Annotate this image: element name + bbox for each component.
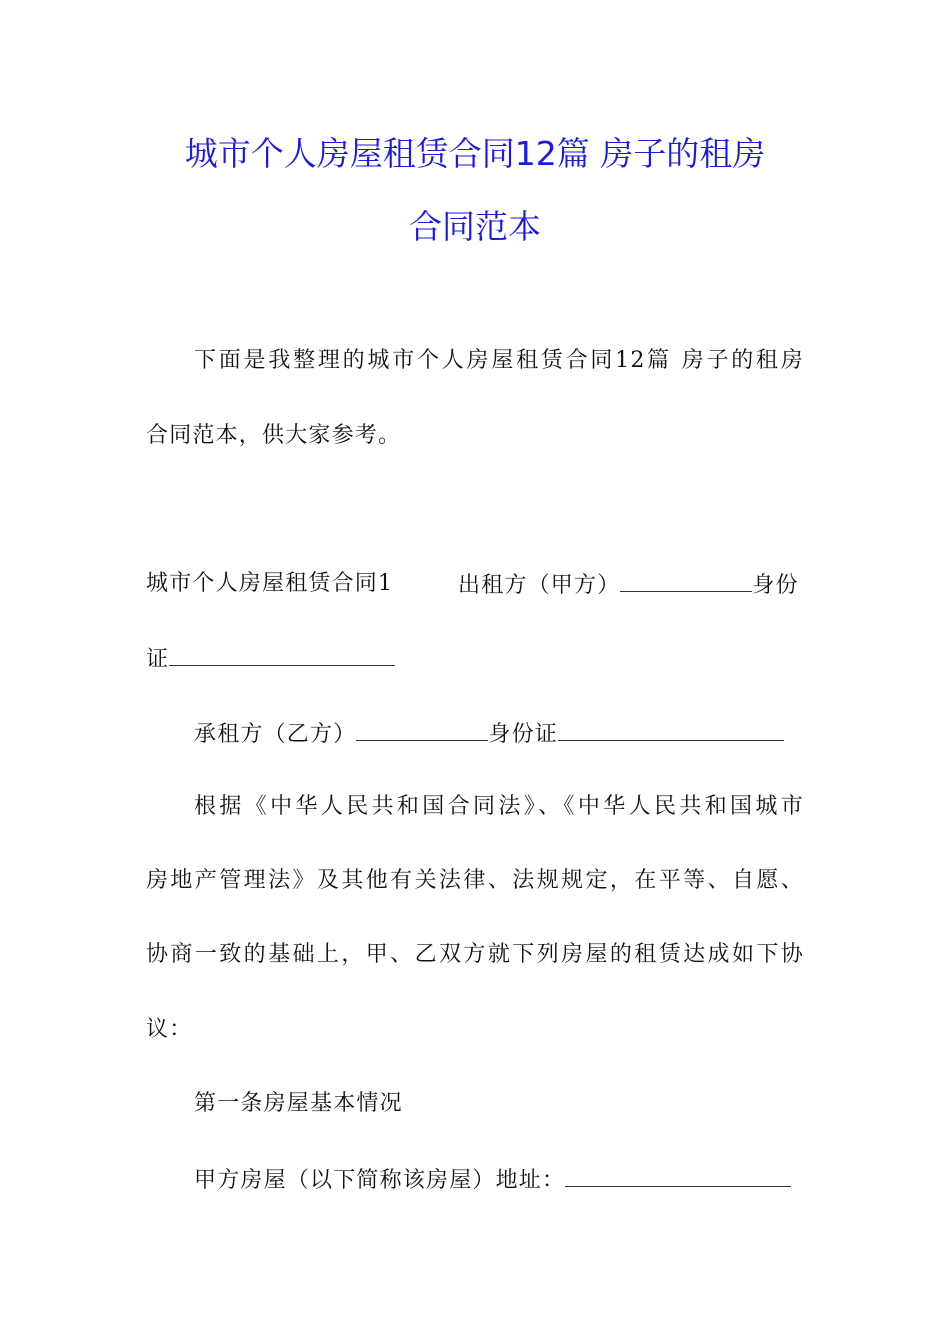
lessor-id-line [146, 643, 395, 675]
lessor-line [458, 569, 799, 601]
lessee-id-blank [558, 718, 784, 741]
basis-paragraph-line-3: 协商一致的基础上，甲、乙双方就下列房屋的租赁达成如下协 [146, 942, 804, 967]
basis-paragraph-line-2: 房地产管理法》及其他有关法律、法规规定，在平等、自愿、 [146, 868, 804, 893]
article-1-heading: 第一条房屋基本情况 [194, 1091, 403, 1116]
lessor-name-blank [620, 569, 752, 592]
lessor-id-label: 身份 [752, 573, 799, 598]
basis-paragraph-line-4: 议： [146, 1017, 193, 1042]
intro-paragraph-line-1: 下面是我整理的城市个人房屋租赁合同12篇 房子的租房 [194, 348, 804, 373]
lessor-id-label-cont: 证 [146, 647, 170, 672]
lessee-name-blank [356, 718, 488, 741]
document-title-line-2: 合同范本 [409, 207, 541, 246]
lessor-id-blank [169, 643, 395, 666]
intro-paragraph-line-2: 合同范本，供大家参考。 [146, 423, 402, 448]
lessee-label: 承租方（乙方） [194, 722, 357, 747]
lessee-line [194, 718, 784, 750]
lessor-label: 出租方（甲方） [458, 573, 621, 598]
address-blank [565, 1164, 791, 1187]
basis-paragraph-line-1: 根据《中华人民共和国合同法》、《中华人民共和国城市 [194, 794, 804, 819]
contract-heading-line [146, 569, 393, 599]
address-line [194, 1164, 791, 1196]
contract-heading: 城市个人房屋租赁合同1 [146, 571, 394, 596]
document-title-line-1: 城市个人房屋租赁合同12篇 房子的租房 [184, 134, 766, 173]
lessee-id-label: 身份证 [488, 722, 559, 747]
address-label: 甲方房屋（以下简称该房屋）地址： [194, 1168, 566, 1193]
